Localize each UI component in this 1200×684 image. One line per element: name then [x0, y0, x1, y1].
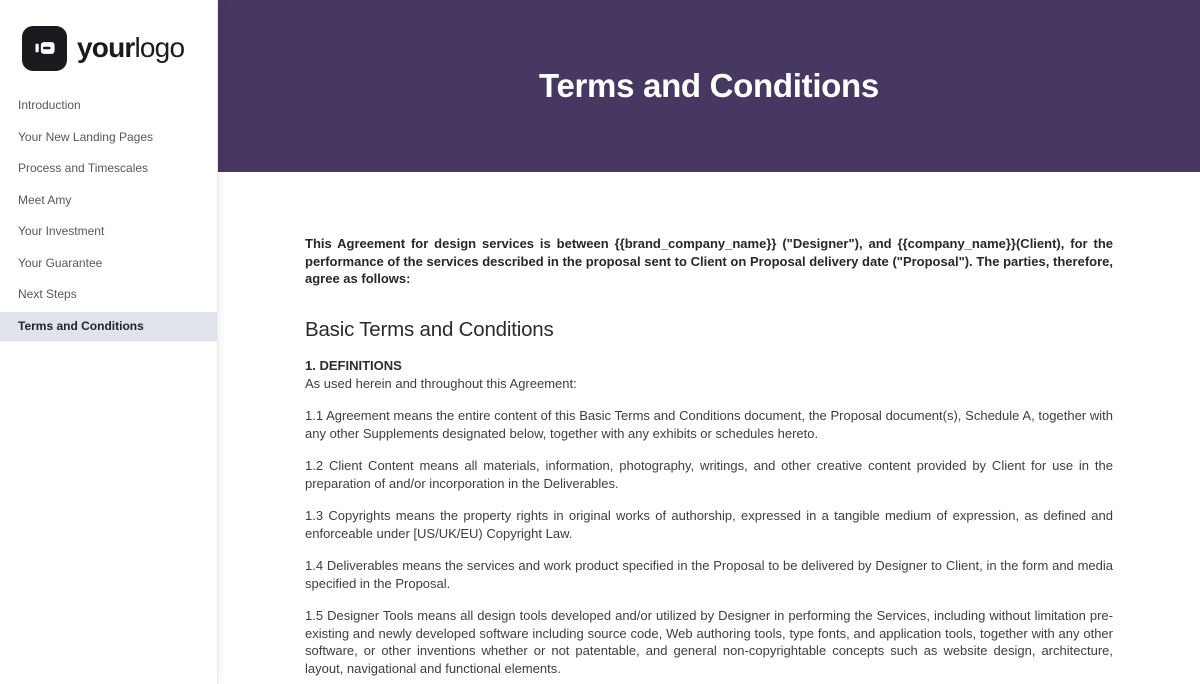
sidebar-item-terms-and-conditions[interactable]: Terms and Conditions [0, 312, 217, 342]
definitions-title: 1. DEFINITIONS [305, 358, 402, 373]
sidebar-item-your-guarantee[interactable]: Your Guarantee [18, 255, 103, 270]
brand-logo [0, 0, 217, 71]
clause-1-1: 1.1 Agreement means the entire content of this Basic Terms and Conditions document, the Proposal document(s), Schedule A, together with any other Supplements designated below, together with any exhibits or schedules hereto. [305, 408, 1113, 441]
sidebar-item-your-new-landing-pages[interactable]: Your New Landing Pages [18, 129, 153, 144]
agreement-intro-paragraph: This Agreement for design services is between {{brand_company_name}} ("Designer"), and {{company_name}}(Client), for the performance of the services described in the proposal sent to Client on Proposal delivery date ("Proposal"). The parties, therefore, agree as follows: [305, 236, 1113, 286]
document-body [218, 172, 1200, 677]
definitions-intro: As used herein and throughout this Agreement: [305, 375, 577, 391]
sidebar-item-meet-amy[interactable]: Meet Amy [18, 192, 72, 207]
sidebar-item-introduction[interactable]: Introduction [18, 98, 81, 112]
sidebar-item-next-steps[interactable]: Next Steps [18, 287, 77, 301]
page-title: Terms and Conditions [539, 67, 879, 104]
section-heading: Basic Terms and Conditions [305, 317, 554, 341]
logo-text-bold: your [77, 32, 135, 63]
logo-text-light: logo [134, 32, 185, 63]
sidebar [0, 0, 218, 684]
clause-1-2: 1.2 Client Content means all materials, information, photography, writings, and other creative content provided by Client for use in the preparation of and/or incorporation in the Deliverables. [305, 458, 1113, 491]
sidebar-item-your-investment[interactable]: Your Investment [18, 224, 105, 238]
main-content [218, 0, 1200, 684]
clause-1-5: 1.5 Designer Tools means all design tools developed and/or utilized by Designer in performing the Services, including without limitation pre-existing and newly developed software including source code, Web authoring tools, type fonts, and application tools, together with any other software, or other inventions whether or not patentable, and general non-copyrightable concepts such as website design, architecture, layout, navigational and functional elements. [305, 608, 1113, 676]
brand-logo-text [77, 34, 184, 62]
clause-1-3: 1.3 Copyrights means the property rights in original works of authorship, expressed in a tangible medium of expression, as defined and enforceable under [US/UK/EU) Copyright Law. [305, 508, 1113, 541]
clause-1-4: 1.4 Deliverables means the services and work product specified in the Proposal to be delivered by Designer to Client, in the form and media specified in the Proposal. [305, 558, 1113, 591]
sidebar-item-process-and-timescales[interactable]: Process and Timescales [18, 161, 149, 175]
brand-logo-icon [22, 26, 67, 71]
sidebar-nav [0, 91, 217, 341]
page-hero-banner [218, 0, 1200, 172]
